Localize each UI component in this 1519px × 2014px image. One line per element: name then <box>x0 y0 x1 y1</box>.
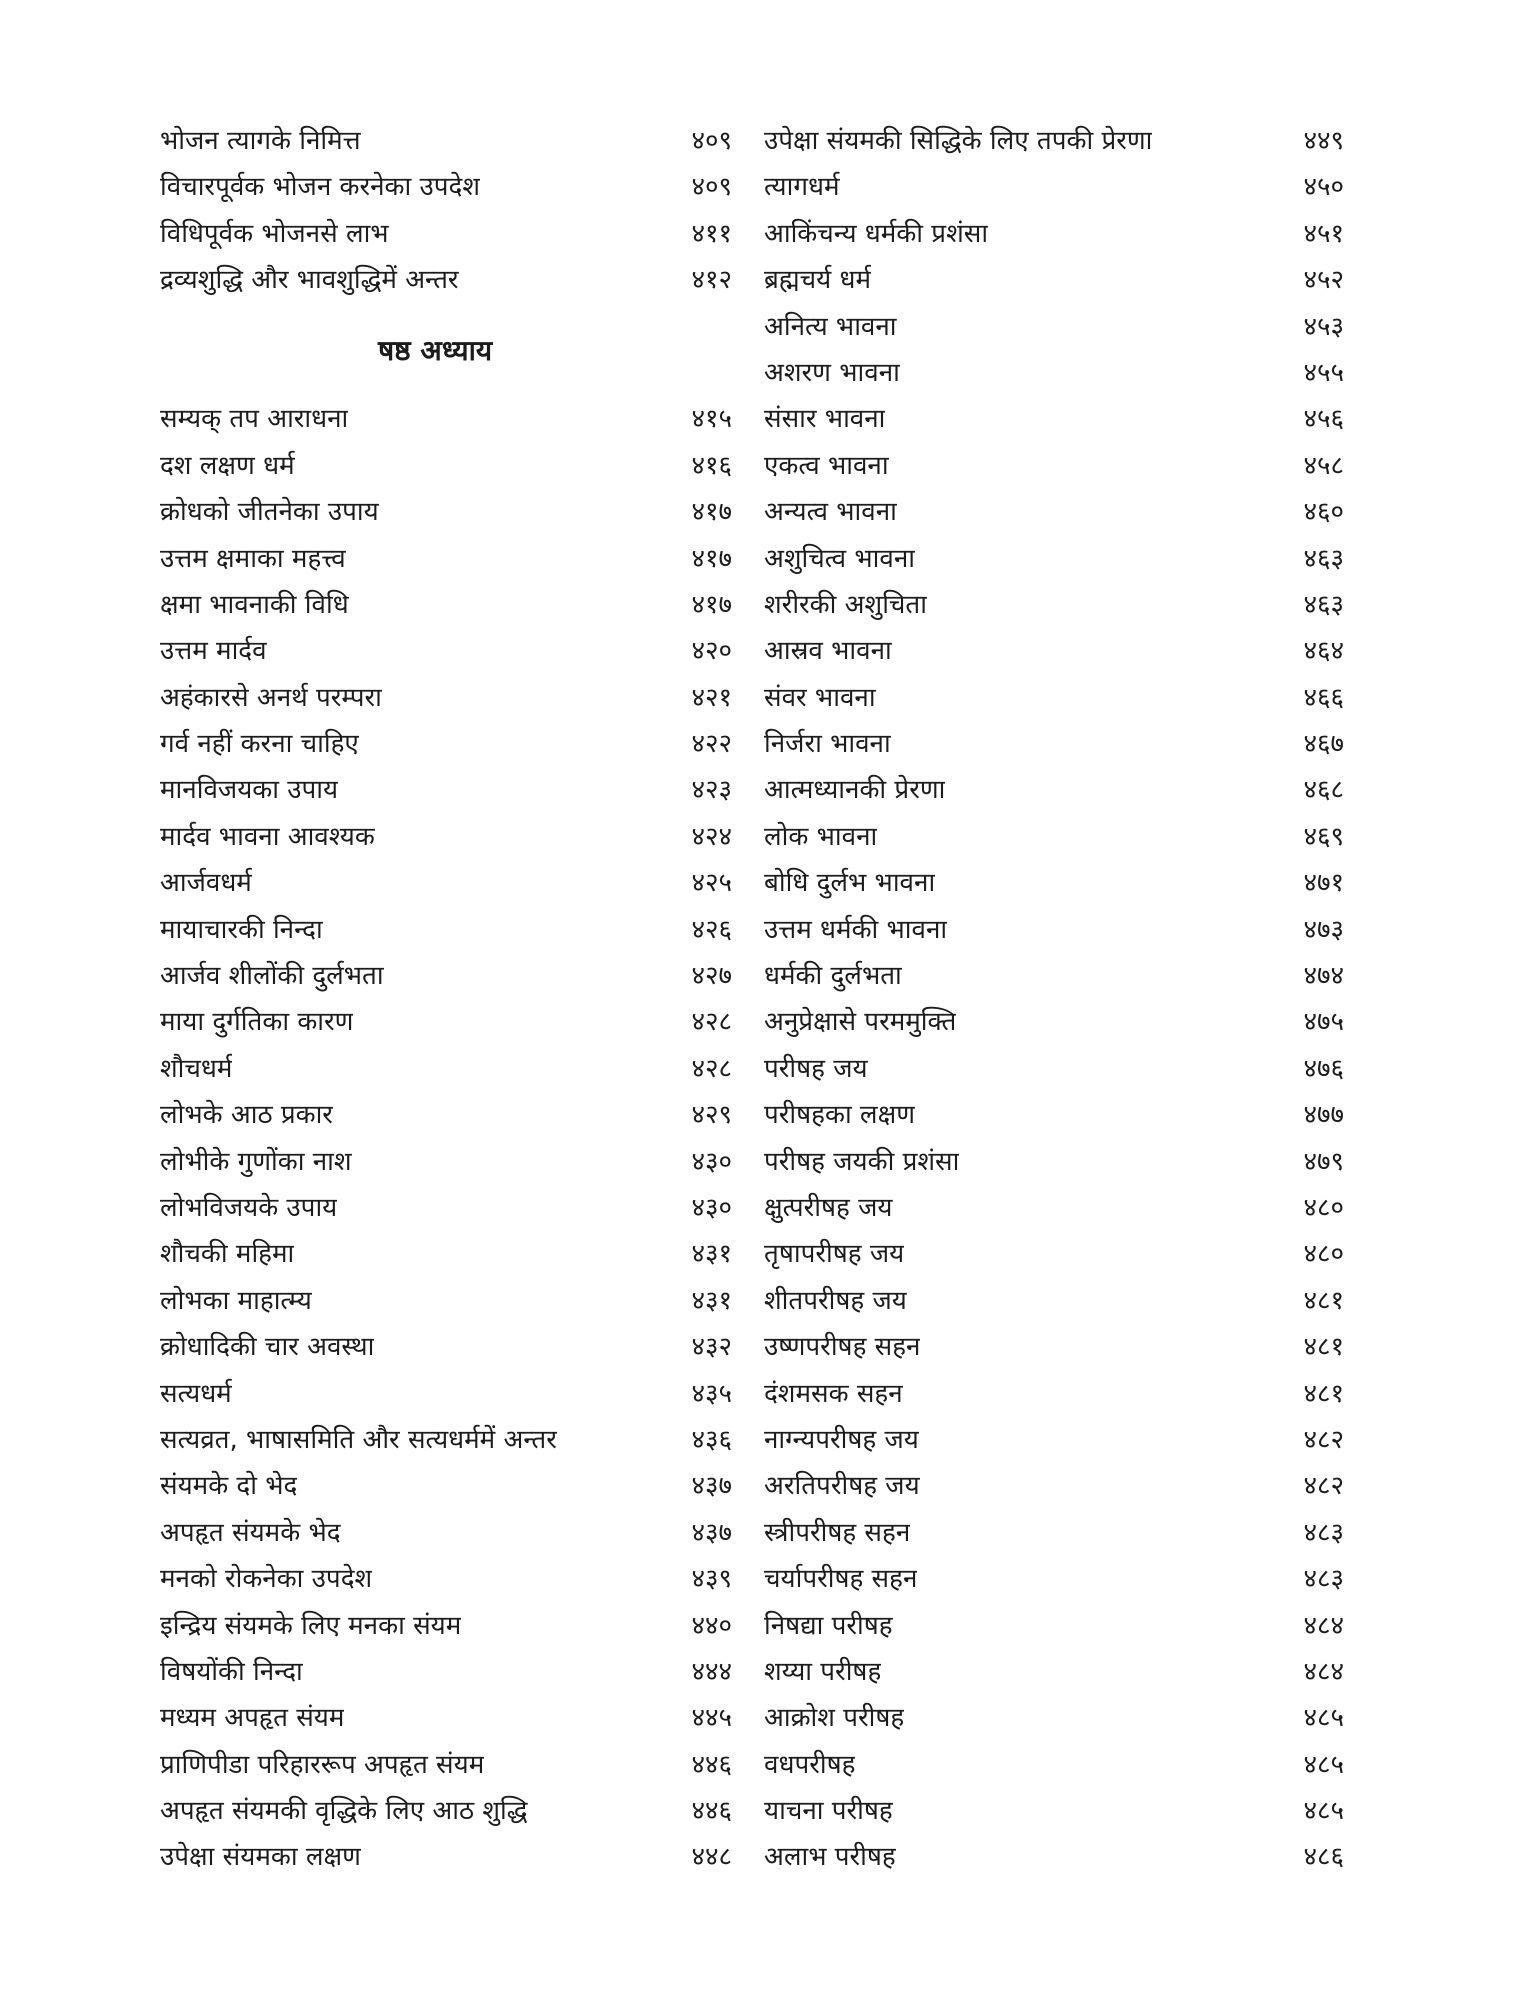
entry-page-number: ४८१ <box>1303 1378 1344 1409</box>
entry-page-number: ४७३ <box>1303 914 1344 945</box>
entry-title: विषयोंकी निन्दा <box>160 1656 303 1687</box>
entry-title: मानविजयका उपाय <box>160 775 339 806</box>
entry-title: अरतिपरीषह जय <box>764 1471 920 1502</box>
entry-title: परीषह जय <box>764 1053 868 1084</box>
toc-entry <box>764 350 1344 396</box>
entry-title: नाग्न्यपरीषह जय <box>764 1424 919 1455</box>
entry-title: आर्जव शीलोंकी दुर्लभता <box>160 961 384 992</box>
entry-title: अहंकारसे अनर्थ परम्परा <box>160 682 382 713</box>
toc-entry <box>764 767 1344 813</box>
toc-entry <box>764 211 1344 257</box>
entry-title: विधिपूर्वक भोजनसे लाभ <box>160 218 389 249</box>
entry-page-number: ४२६ <box>691 914 732 945</box>
entry-page-number: ४२९ <box>691 1100 732 1131</box>
toc-entry <box>764 1834 1344 1880</box>
entry-title: दंशमसक सहन <box>764 1378 903 1409</box>
toc-entry <box>764 1649 1344 1695</box>
entry-page-number: ४७४ <box>1303 961 1344 992</box>
entry-page-number: ४३५ <box>691 1378 732 1409</box>
entry-page-number: ४८३ <box>1303 1564 1344 1595</box>
toc-entry <box>764 1371 1344 1417</box>
section-heading-row <box>160 304 732 397</box>
entry-title: संवर भावना <box>764 682 876 713</box>
right-list <box>764 118 1344 1881</box>
entry-title: प्राणिपीडा परिहाररूप अपहृत संयम <box>160 1749 485 1780</box>
toc-entry <box>764 1417 1344 1463</box>
toc-entry <box>764 721 1344 767</box>
entry-title: निर्जरा भावना <box>764 729 891 760</box>
entry-title: अन्यत्व भावना <box>764 497 897 528</box>
toc-entry <box>160 999 732 1045</box>
entry-page-number: ४८१ <box>1303 1285 1344 1316</box>
toc-entry <box>764 1463 1344 1509</box>
entry-title: मनको रोकनेका उपदेश <box>160 1564 373 1595</box>
toc-entry <box>160 1139 732 1185</box>
entry-page-number: ४६८ <box>1303 775 1344 806</box>
toc-entry <box>160 1417 732 1463</box>
entry-title: आत्मध्यानकी प्रेरणा <box>764 775 946 806</box>
entry-title: धर्मकी दुर्लभता <box>764 961 902 992</box>
entry-title: परीषह जयकी प्रशंसा <box>764 1146 960 1177</box>
toc-entry <box>764 1603 1344 1649</box>
entry-page-number: ४६९ <box>1303 821 1344 852</box>
entry-page-number: ४०९ <box>691 126 732 156</box>
toc-entry <box>764 1324 1344 1370</box>
toc-entry <box>764 1788 1344 1834</box>
toc-entry <box>160 1834 732 1880</box>
toc-entry <box>160 1510 732 1556</box>
entry-title: अशुचित्व भावना <box>764 543 916 574</box>
entry-title: अनुप्रेक्षासे परममुक्ति <box>764 1007 957 1038</box>
entry-page-number: ४८३ <box>1303 1517 1344 1548</box>
entry-title: क्रोधको जीतनेका उपाय <box>160 497 379 528</box>
entry-page-number: ४३१ <box>691 1285 732 1316</box>
toc-entry <box>160 1603 732 1649</box>
entry-page-number: ४१७ <box>691 543 732 574</box>
entry-page-number: ४३१ <box>691 1239 732 1270</box>
left-top-list <box>160 118 732 304</box>
toc-entry <box>764 860 1344 906</box>
entry-title: भोजन त्यागके निमित्त <box>160 126 361 156</box>
toc-entry <box>764 396 1344 442</box>
toc-entry <box>160 1185 732 1231</box>
toc-entry <box>160 118 732 164</box>
entry-page-number: ४३० <box>691 1146 732 1177</box>
entry-title: उष्णपरीषह सहन <box>764 1332 921 1363</box>
entry-page-number: ४५६ <box>1303 404 1344 435</box>
left-bottom-list <box>160 396 732 1881</box>
entry-title: निषद्या परीषह <box>764 1610 893 1641</box>
entry-title: अलाभ परीषह <box>764 1842 896 1873</box>
entry-title: अपहृत संयमके भेद <box>160 1517 341 1548</box>
entry-page-number: ४७१ <box>1303 868 1344 899</box>
entry-page-number: ४४० <box>691 1610 732 1641</box>
toc-entry <box>764 164 1344 210</box>
entry-page-number: ४६७ <box>1303 729 1344 760</box>
toc-entry <box>160 164 732 210</box>
toc-entry <box>764 1139 1344 1185</box>
entry-page-number: ४८२ <box>1303 1471 1344 1502</box>
entry-page-number: ४२८ <box>691 1007 732 1038</box>
entry-page-number: ४२२ <box>691 729 732 760</box>
entry-page-number: ४६४ <box>1303 636 1344 667</box>
toc-entry <box>160 907 732 953</box>
toc-entry <box>764 1231 1344 1277</box>
toc-entry <box>160 1649 732 1695</box>
toc-entry <box>764 257 1344 303</box>
entry-page-number: ४८५ <box>1303 1749 1344 1780</box>
entry-page-number: ४५२ <box>1303 265 1344 296</box>
toc-entry <box>160 396 732 442</box>
toc-entry <box>160 257 732 303</box>
entry-page-number: ४३९ <box>691 1564 732 1595</box>
entry-title: शय्या परीषह <box>764 1656 882 1687</box>
entry-page-number: ४२४ <box>691 821 732 852</box>
toc-entry <box>764 1556 1344 1602</box>
entry-title: अपहृत संयमकी वृद्धिके लिए आठ शुद्धि <box>160 1796 528 1827</box>
entry-title: एकत्व भावना <box>764 450 889 481</box>
entry-page-number: ४८१ <box>1303 1332 1344 1363</box>
entry-page-number: ४६६ <box>1303 682 1344 713</box>
entry-title: क्रोधादिकी चार अवस्था <box>160 1332 375 1363</box>
toc-entry <box>160 953 732 999</box>
entry-page-number: ४४८ <box>691 1842 732 1873</box>
entry-title: आस्रव भावना <box>764 636 892 667</box>
entry-title: शरीरकी अशुचिता <box>764 589 927 620</box>
entry-title: ब्रह्मचर्य धर्म <box>764 265 872 296</box>
entry-page-number: ४५० <box>1303 172 1344 203</box>
entry-page-number: ४६० <box>1303 497 1344 528</box>
entry-page-number: ४२१ <box>691 682 732 713</box>
entry-page-number: ४७७ <box>1303 1100 1344 1131</box>
entry-title: शौचधर्म <box>160 1053 233 1084</box>
entry-title: परीषहका लक्षण <box>764 1100 916 1131</box>
entry-title: अशरण भावना <box>764 357 900 388</box>
entry-page-number: ४८५ <box>1303 1703 1344 1734</box>
toc-entry <box>764 1742 1344 1788</box>
entry-page-number: ४४४ <box>691 1656 732 1687</box>
toc-entry <box>764 443 1344 489</box>
toc-entry <box>764 536 1344 582</box>
toc-entry <box>764 1278 1344 1324</box>
toc-entry <box>764 1046 1344 1092</box>
entry-page-number: ४१५ <box>691 404 732 435</box>
entry-page-number: ४२३ <box>691 775 732 806</box>
toc-entry <box>160 1231 732 1277</box>
toc-entry <box>160 1556 732 1602</box>
entry-title: उत्तम धर्मकी भावना <box>764 914 948 945</box>
entry-title: लोभविजयके उपाय <box>160 1193 338 1223</box>
entry-title: लोभके आठ प्रकार <box>160 1100 333 1131</box>
entry-title: तृषापरीषह जय <box>764 1239 905 1270</box>
entry-page-number: ४६३ <box>1303 543 1344 574</box>
toc-entry <box>160 1092 732 1138</box>
entry-title: इन्द्रिय संयमके लिए मनका संयम <box>160 1610 462 1641</box>
toc-entry <box>160 1046 732 1092</box>
entry-page-number: ४३७ <box>691 1517 732 1548</box>
entry-page-number: ४१७ <box>691 497 732 528</box>
left-column <box>160 118 732 1881</box>
toc-entry <box>764 1185 1344 1231</box>
entry-page-number: ४२५ <box>691 868 732 899</box>
toc-entry <box>764 118 1344 164</box>
entry-page-number: ४११ <box>691 218 732 249</box>
toc-entry <box>160 443 732 489</box>
entry-title: विचारपूर्वक भोजन करनेका उपदेश <box>160 172 481 203</box>
entry-page-number: ४३६ <box>691 1424 732 1455</box>
toc-entry <box>764 953 1344 999</box>
toc-entry <box>160 1463 732 1509</box>
entry-title: क्षुत्परीषह जय <box>764 1192 893 1223</box>
entry-page-number: ४८२ <box>1303 1424 1344 1455</box>
entry-page-number: ४४९ <box>1303 126 1344 156</box>
toc-entry <box>160 767 732 813</box>
toc-entry <box>160 675 732 721</box>
entry-title: लोभीके गुणोंका नाश <box>160 1146 352 1177</box>
toc-entry <box>160 721 732 767</box>
entry-title: गर्व नहीं करना चाहिए <box>160 729 359 760</box>
entry-title: याचना परीषह <box>764 1796 893 1827</box>
toc-entry <box>764 582 1344 628</box>
entry-page-number: ४४५ <box>691 1703 732 1734</box>
toc-entry <box>160 814 732 860</box>
toc-entry <box>764 304 1344 350</box>
toc-entry <box>764 814 1344 860</box>
entry-page-number: ४६३ <box>1303 589 1344 620</box>
entry-title: उपेक्षा संयमका लक्षण <box>160 1842 361 1873</box>
toc-entry <box>764 489 1344 535</box>
entry-title: आक्रोश परीषह <box>764 1703 905 1734</box>
toc-entry <box>764 1092 1344 1138</box>
entry-title: मार्दव भावना आवश्यक <box>160 821 375 852</box>
entry-title: बोधि दुर्लभ भावना <box>764 868 936 899</box>
entry-title: मध्यम अपहृत संयम <box>160 1703 345 1734</box>
entry-title: उत्तम क्षमाका महत्त्व <box>160 543 346 574</box>
entry-title: आर्जवधर्म <box>160 868 252 899</box>
entry-title: आकिंचन्य धर्मकी प्रशंसा <box>764 218 989 249</box>
entry-page-number: ४४६ <box>691 1796 732 1827</box>
entry-title: लोक भावना <box>764 821 878 852</box>
entry-page-number: ४५८ <box>1303 450 1344 481</box>
entry-page-number: ४२० <box>691 636 732 667</box>
toc-entry <box>160 1324 732 1370</box>
toc-entry <box>160 1695 732 1741</box>
entry-page-number: ४८५ <box>1303 1796 1344 1827</box>
toc-entry <box>764 1510 1344 1556</box>
entry-page-number: ४८६ <box>1303 1842 1344 1873</box>
entry-title: चर्यापरीषह सहन <box>764 1564 918 1595</box>
entry-title: त्यागधर्म <box>764 172 840 203</box>
entry-title: सम्यक् तप आराधना <box>160 404 349 435</box>
entry-title: शौचकी महिमा <box>160 1239 295 1270</box>
entry-title: उत्तम मार्दव <box>160 636 267 667</box>
entry-title: मायाचारकी निन्दा <box>160 914 323 945</box>
toc-entry <box>764 907 1344 953</box>
entry-title: सत्यव्रत, भाषासमिति और सत्यधर्ममें अन्तर <box>160 1424 557 1455</box>
entry-title: द्रव्यशुद्धि और भावशुद्धिमें अन्तर <box>160 265 459 296</box>
entry-title: लोभका माहात्म्य <box>160 1285 312 1316</box>
entry-page-number: ४७६ <box>1303 1053 1344 1084</box>
entry-title: माया दुर्गतिका कारण <box>160 1007 354 1038</box>
entry-page-number: ४८४ <box>1303 1656 1344 1687</box>
entry-title: संयमके दो भेद <box>160 1471 298 1502</box>
section-heading: षष्ठ अध्याय <box>378 333 493 367</box>
entry-page-number: ४४६ <box>691 1749 732 1780</box>
toc-entry <box>160 211 732 257</box>
entry-title: स्त्रीपरीषह सहन <box>764 1517 911 1548</box>
entry-page-number: ४८० <box>1303 1192 1344 1223</box>
entry-page-number: ४०९ <box>691 172 732 203</box>
entry-title: शीतपरीषह जय <box>764 1285 907 1316</box>
entry-page-number: ४२७ <box>691 961 732 992</box>
entry-title: दश लक्षण धर्म <box>160 450 295 481</box>
entry-title: उपेक्षा संयमकी सिद्धिके लिए तपकी प्रेरणा <box>764 126 1153 156</box>
entry-page-number: ४३२ <box>691 1332 732 1363</box>
entry-page-number: ४७५ <box>1303 1007 1344 1038</box>
entry-page-number: ४१७ <box>691 589 732 620</box>
entry-page-number: ४८४ <box>1303 1610 1344 1641</box>
entry-page-number: ४५३ <box>1303 311 1344 342</box>
entry-page-number: ४५१ <box>1303 218 1344 249</box>
toc-entry <box>160 489 732 535</box>
entry-title: क्षमा भावनाकी विधि <box>160 589 349 620</box>
entry-page-number: ४२८ <box>691 1053 732 1084</box>
toc-entry <box>160 536 732 582</box>
entry-page-number: ४१२ <box>691 265 732 296</box>
entry-title: सत्यधर्म <box>160 1378 232 1409</box>
toc-entry <box>764 628 1344 674</box>
entry-page-number: ४१६ <box>691 450 732 481</box>
toc-entry <box>160 1278 732 1324</box>
toc-entry <box>160 1788 732 1834</box>
entry-title: अनित्य भावना <box>764 311 897 342</box>
toc-entry <box>160 1742 732 1788</box>
right-column <box>764 118 1344 1881</box>
toc-entry <box>764 675 1344 721</box>
entry-page-number: ४३७ <box>691 1471 732 1502</box>
entry-page-number: ४८० <box>1303 1239 1344 1270</box>
toc-entry <box>160 1371 732 1417</box>
entry-title: वधपरीषह <box>764 1749 856 1780</box>
entry-title: संसार भावना <box>764 404 886 435</box>
toc-entry <box>160 628 732 674</box>
entry-page-number: ४३० <box>691 1193 732 1223</box>
toc-entry <box>764 999 1344 1045</box>
toc-entry <box>160 582 732 628</box>
toc-entry <box>160 860 732 906</box>
entry-page-number: ४७९ <box>1303 1146 1344 1177</box>
toc-entry <box>764 1695 1344 1741</box>
entry-page-number: ४५५ <box>1303 357 1344 388</box>
